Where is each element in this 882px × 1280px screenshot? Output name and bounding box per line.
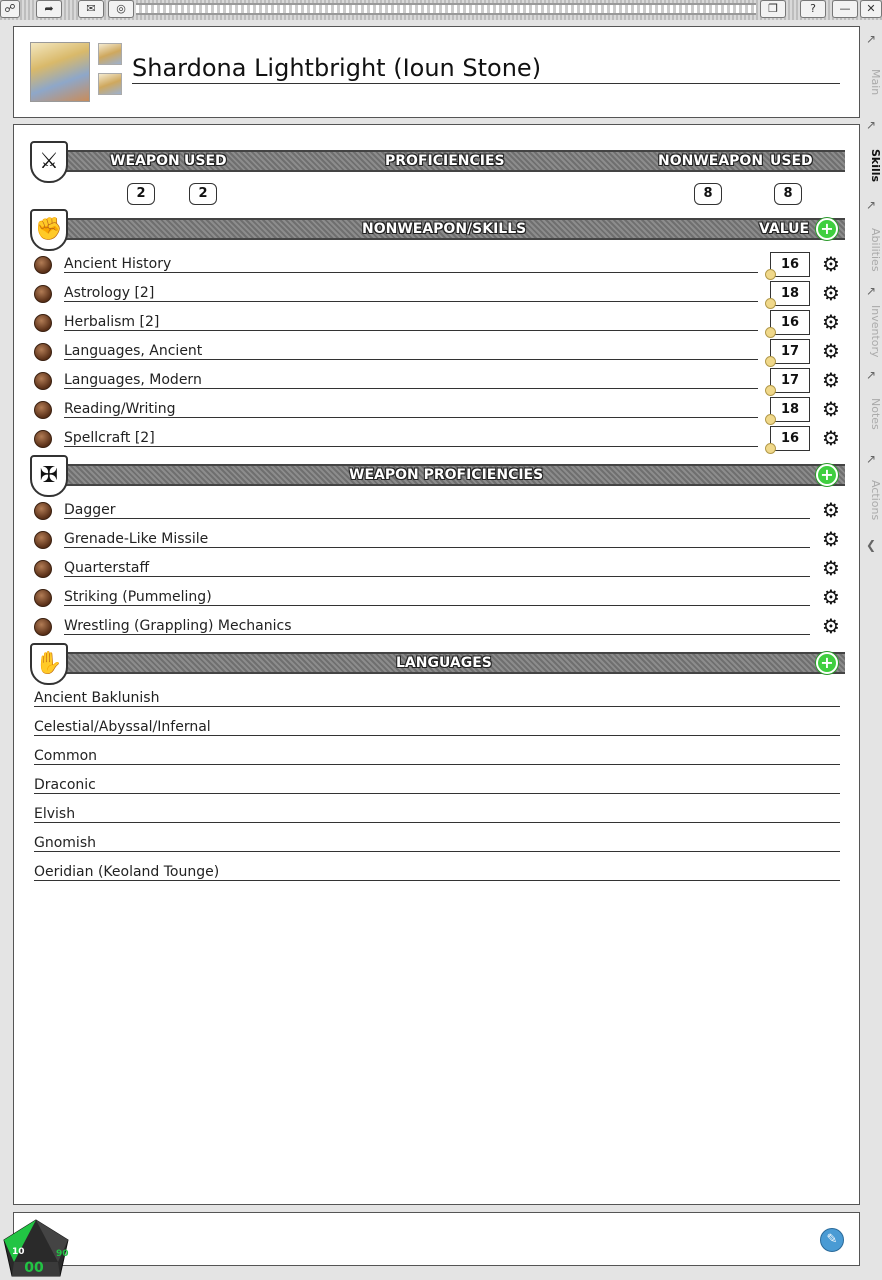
skill-row xyxy=(32,367,844,396)
skill-value[interactable]: 17 xyxy=(770,339,810,364)
crossed-weapons-icon: ✠ xyxy=(30,455,68,497)
language-row xyxy=(34,801,840,830)
gear-icon[interactable]: ⚙ xyxy=(822,339,840,363)
roll-skill-button[interactable] xyxy=(34,256,52,274)
tab-abilities[interactable]: Abilities xyxy=(869,228,882,272)
weapon-label: WEAPON xyxy=(110,153,180,169)
language-row xyxy=(34,830,840,859)
roll-skill-button[interactable] xyxy=(34,430,52,448)
gear-icon[interactable]: ⚙ xyxy=(822,281,840,305)
close-icon[interactable]: ✕ xyxy=(860,0,882,18)
row-underline xyxy=(64,330,758,331)
skill-value[interactable]: 16 xyxy=(770,252,810,277)
language-name[interactable]: Celestial/Abyssal/Infernal xyxy=(34,719,211,735)
nonweapon-label: NONWEAPON xyxy=(658,153,764,169)
language-row xyxy=(34,743,840,772)
value-knob[interactable] xyxy=(765,414,776,425)
row-underline xyxy=(64,576,810,577)
tab-notes[interactable]: Notes xyxy=(869,398,882,430)
weapon-row xyxy=(32,555,844,584)
language-name[interactable]: Common xyxy=(34,748,98,764)
d100-dice-icon[interactable] xyxy=(0,1218,72,1278)
gear-icon[interactable]: ⚙ xyxy=(822,397,840,421)
tab-marker-icon: ↗ xyxy=(866,198,877,212)
value-knob[interactable] xyxy=(765,327,776,338)
proficiencies-section xyxy=(30,141,845,177)
value-knob[interactable] xyxy=(765,443,776,454)
tab-marker-icon: ↗ xyxy=(866,118,877,132)
skill-value[interactable]: 16 xyxy=(770,426,810,451)
token-thumbnail-alt[interactable] xyxy=(98,73,122,95)
skill-row xyxy=(32,425,844,454)
collapse-tabs-icon[interactable]: ❮ xyxy=(866,538,877,552)
dice-left-label: 10 xyxy=(12,1247,25,1257)
language-row xyxy=(34,685,840,714)
weapon-proficiencies-section xyxy=(30,455,845,491)
row-underline xyxy=(34,851,840,852)
roll-weapon-button[interactable] xyxy=(34,589,52,607)
value-knob[interactable] xyxy=(765,269,776,280)
value-knob[interactable] xyxy=(765,385,776,396)
nonweapon-slots-input[interactable]: 8 xyxy=(694,183,722,205)
hand-icon: ✋ xyxy=(30,643,68,685)
weapon-row xyxy=(32,584,844,613)
value-knob[interactable] xyxy=(765,298,776,309)
skill-value[interactable]: 18 xyxy=(770,397,810,422)
skill-name[interactable]: Languages, Modern xyxy=(64,372,202,388)
skill-row xyxy=(32,280,844,309)
chat-icon[interactable]: ✉ xyxy=(78,0,104,18)
language-name[interactable]: Oeridian (Keoland Tounge) xyxy=(34,864,220,880)
weapon-row xyxy=(32,613,844,642)
tab-skills[interactable]: Skills xyxy=(869,149,882,183)
row-underline xyxy=(64,518,810,519)
proficiencies-title: PROFICIENCIES xyxy=(385,153,505,169)
language-row xyxy=(34,714,840,743)
roll-skill-button[interactable] xyxy=(34,372,52,390)
row-underline xyxy=(34,822,840,823)
nonweapon-title: NONWEAPON/SKILLS xyxy=(362,221,527,237)
weapon-row xyxy=(32,497,844,526)
gear-icon[interactable]: ⚙ xyxy=(822,585,840,609)
add-language-button[interactable]: + xyxy=(816,652,838,674)
weapon-name[interactable]: Quarterstaff xyxy=(64,560,150,576)
toolbar-drag-strip[interactable] xyxy=(136,3,756,15)
tab-main[interactable]: Main xyxy=(869,68,882,96)
minimize-icon[interactable]: — xyxy=(832,0,858,18)
gear-icon[interactable]: ⚙ xyxy=(822,556,840,580)
tab-marker-icon: ↗ xyxy=(866,368,877,382)
row-underline xyxy=(64,301,758,302)
skill-row xyxy=(32,309,844,338)
language-name[interactable]: Gnomish xyxy=(34,835,96,851)
language-name[interactable]: Draconic xyxy=(34,777,96,793)
roll-skill-button[interactable] xyxy=(34,285,52,303)
value-knob[interactable] xyxy=(765,356,776,367)
gear-icon[interactable]: ⚙ xyxy=(822,614,840,638)
weapon-row xyxy=(32,526,844,555)
skill-name[interactable]: Herbalism [2] xyxy=(64,314,160,330)
skill-name[interactable]: Languages, Ancient xyxy=(64,343,203,359)
share-icon[interactable]: ➦ xyxy=(36,0,62,18)
language-name[interactable]: Elvish xyxy=(34,806,76,822)
skill-value[interactable]: 18 xyxy=(770,281,810,306)
gear-icon[interactable]: ⚙ xyxy=(822,368,840,392)
roll-weapon-button[interactable] xyxy=(34,618,52,636)
skill-value[interactable]: 16 xyxy=(770,310,810,335)
row-underline xyxy=(34,793,840,794)
language-row xyxy=(34,859,840,888)
roll-skill-button[interactable] xyxy=(34,401,52,419)
add-nonweapon-button[interactable]: + xyxy=(816,218,838,240)
gear-icon[interactable]: ⚙ xyxy=(822,252,840,276)
skill-name[interactable]: Ancient History xyxy=(64,256,172,272)
dice-face-label: 00 xyxy=(24,1260,44,1276)
weapon-used-label: USED xyxy=(184,153,227,169)
roll-weapon-button[interactable] xyxy=(34,502,52,520)
header-panel xyxy=(13,26,860,118)
weapon-name[interactable]: Grenade-Like Missile xyxy=(64,531,209,547)
skill-name[interactable]: Astrology [2] xyxy=(64,285,155,301)
gear-icon[interactable]: ⚙ xyxy=(822,426,840,450)
copy-icon[interactable]: ❐ xyxy=(760,0,786,18)
skills-panel xyxy=(13,124,860,1205)
fist-icon: ✊ xyxy=(30,209,68,251)
roll-weapon-button[interactable] xyxy=(34,560,52,578)
weapon-name[interactable]: Wrestling (Grappling) Mechanics xyxy=(64,618,292,634)
target-icon[interactable]: ◎ xyxy=(108,0,134,18)
tab-marker-icon: ↗ xyxy=(866,284,877,298)
sword-icon: ⚔ xyxy=(30,141,68,183)
window-toolbar xyxy=(0,0,882,20)
language-row xyxy=(34,772,840,801)
tab-inventory[interactable]: Inventory xyxy=(869,304,882,358)
language-name[interactable]: Ancient Baklunish xyxy=(34,690,160,706)
help-icon[interactable]: ? xyxy=(800,0,826,18)
gear-icon[interactable]: ⚙ xyxy=(822,527,840,551)
bottom-panel xyxy=(13,1212,860,1266)
gear-icon[interactable]: ⚙ xyxy=(822,498,840,522)
skill-row xyxy=(32,338,844,367)
nonweapon-used-label: USED xyxy=(770,153,813,169)
character-portrait[interactable] xyxy=(30,42,90,102)
languages-title: LANGUAGES xyxy=(396,655,492,671)
skill-value[interactable]: 17 xyxy=(770,368,810,393)
tab-marker-icon: ↗ xyxy=(866,452,877,466)
weapon-slots-input[interactable]: 2 xyxy=(127,183,155,205)
dice-right-label: 90 xyxy=(56,1249,69,1259)
row-underline xyxy=(34,764,840,765)
weapon-proficiencies-title: WEAPON PROFICIENCIES xyxy=(349,467,544,483)
link-icon[interactable]: ☍ xyxy=(0,0,20,18)
tab-actions[interactable]: Actions xyxy=(869,479,882,521)
tab-marker-icon: ↗ xyxy=(866,32,877,46)
languages-section xyxy=(30,643,845,679)
edit-icon[interactable]: ✎ xyxy=(820,1228,844,1252)
skill-name[interactable]: Spellcraft [2] xyxy=(64,430,155,446)
nonweapon-used-value: 8 xyxy=(774,183,802,205)
skill-row xyxy=(32,396,844,425)
roll-skill-button[interactable] xyxy=(34,314,52,332)
weapon-used-value: 2 xyxy=(189,183,217,205)
character-name[interactable]: Shardona Lightbright (Ioun Stone) xyxy=(132,53,840,84)
roll-weapon-button[interactable] xyxy=(34,531,52,549)
weapon-name[interactable]: Striking (Pummeling) xyxy=(64,589,212,605)
gear-icon[interactable]: ⚙ xyxy=(822,310,840,334)
skill-row xyxy=(32,251,844,280)
value-label: VALUE xyxy=(759,221,810,237)
token-thumbnail[interactable] xyxy=(98,43,122,65)
row-underline xyxy=(64,446,758,447)
weapon-name[interactable]: Dagger xyxy=(64,502,116,518)
skill-name[interactable]: Reading/Writing xyxy=(64,401,176,417)
roll-skill-button[interactable] xyxy=(34,343,52,361)
add-weapon-proficiency-button[interactable]: + xyxy=(816,464,838,486)
nonweapon-section xyxy=(30,209,845,245)
